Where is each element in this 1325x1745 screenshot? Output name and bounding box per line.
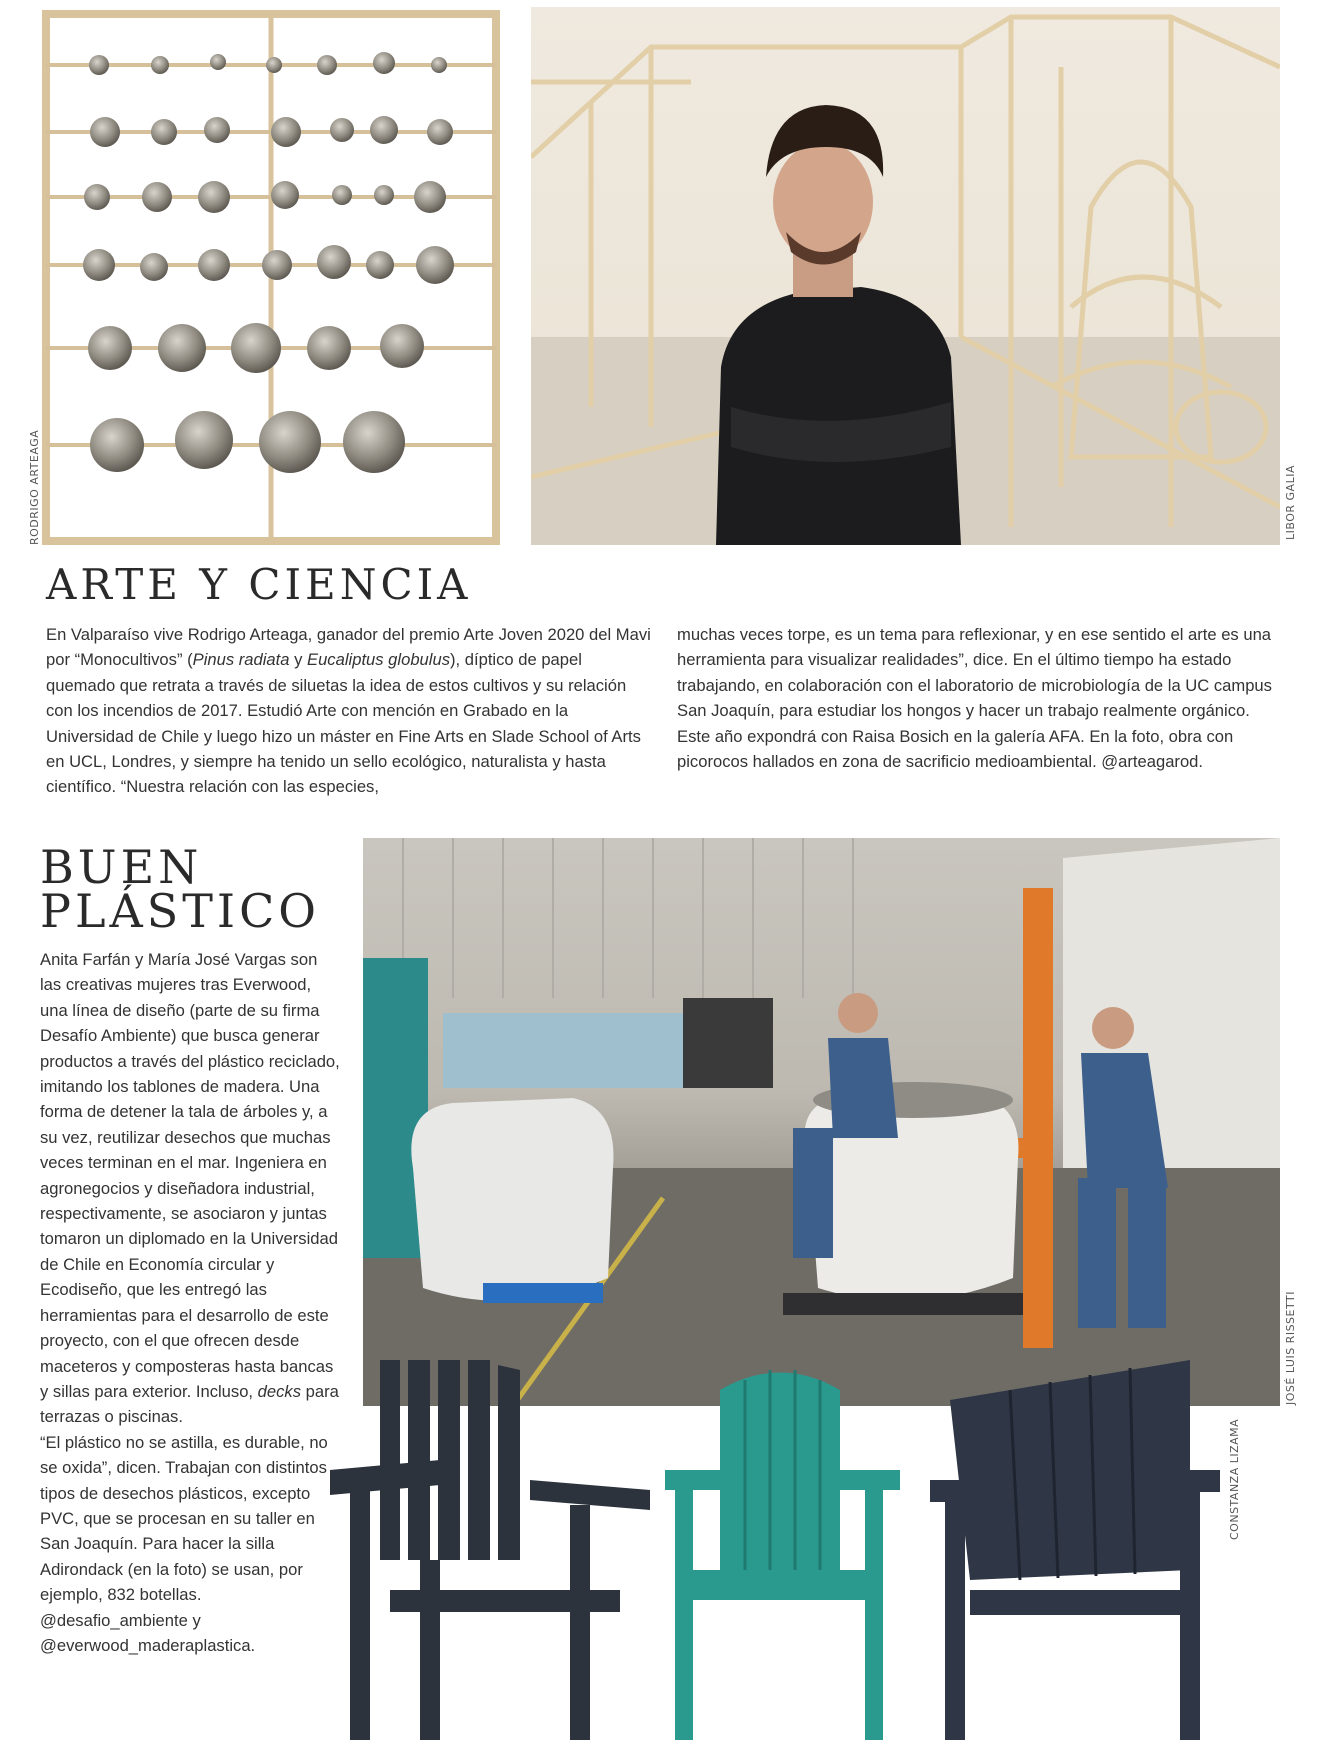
text-run: y bbox=[289, 650, 308, 670]
buen-plastico-column bbox=[40, 947, 340, 1658]
artist-figure bbox=[716, 105, 961, 545]
adirondack-chairs-illustration bbox=[330, 1360, 1230, 1740]
section-title-arte-y-ciencia: ARTE Y CIENCIA bbox=[46, 560, 472, 609]
buen-plastico-paragraph-1 bbox=[40, 947, 340, 1430]
arte-ciencia-column-2 bbox=[677, 622, 1280, 774]
barnacle-frame-illustration bbox=[42, 10, 500, 545]
photo-credit-constanza: CONSTANZA LIZAMA bbox=[1228, 1418, 1241, 1540]
chair-dark-right bbox=[930, 1360, 1220, 1740]
adirondack-chairs-photo bbox=[330, 1360, 1230, 1740]
photo-credit-jose-luis: JOSÉ LUIS RISSETTI bbox=[1284, 1291, 1297, 1405]
section-title-buen-plastico bbox=[40, 840, 320, 938]
barnacle-frame-photo bbox=[42, 10, 500, 545]
chair-dark-left bbox=[330, 1360, 650, 1740]
arte-ciencia-paragraph-1 bbox=[46, 622, 651, 800]
artist-portrait-illustration bbox=[531, 7, 1280, 545]
italic-species-2: Eucaliptus globulus bbox=[307, 650, 450, 670]
text-run: para terrazas o piscinas. bbox=[40, 1381, 339, 1427]
workshop-illustration bbox=[363, 838, 1280, 1406]
text-run: Anita Farfán y María José Vargas son las creativas mujeres tras Everwood, una línea de diseño (parte de su firma Desafío Ambiente) que busca generar productos a través del plástico reciclado, imitando los tablones de madera. Una forma de detener la tala de árboles y, a su vez, reutilizar desechos que muchas veces terminan en el mar. Ingeniera en agronegocios y diseñadora industrial, respectivamente, se asociaron y juntas tomaron un diplomado en la Universidad de Chile en Economía circular y Ecodiseño, que les entregó las herramientas para el desarrollo de este proyecto, con el que ofrecen desde maceteros y composteras hasta bancas y sillas para exterior. Incluso, bbox=[40, 950, 340, 1401]
title-line-2: PLÁSTICO bbox=[40, 884, 320, 938]
photo-credit-rodrigo: RODRIGO ARTEAGA bbox=[28, 429, 41, 545]
arte-ciencia-paragraph-2: muchas veces torpe, es un tema para reflexionar, y en ese sentido el arte es una herramienta para visualizar realidades”, dice. En el último tiempo ha estado trabajando, en colaboración con el laboratorio de microbiología de la UC campus San Joaquín, para estudiar los hongos y hacer un trabajo realmente orgánico. Este año expondrá con Raisa Bosich en la galería AFA. En la foto, obra con picorocos hallados en zona de sacrificio medioambiental. @arteagarod. bbox=[677, 625, 1272, 772]
italic-decks: decks bbox=[257, 1381, 302, 1401]
arte-ciencia-column-1 bbox=[46, 622, 651, 800]
artist-portrait-photo bbox=[531, 7, 1280, 545]
text-run: En Valparaíso vive Rodrigo Arteaga, ganador del premio Arte Joven 2020 del Mavi por “Monocultivos” ( bbox=[46, 625, 651, 670]
italic-species-1: Pinus radiata bbox=[192, 650, 290, 670]
workshop-photo bbox=[363, 838, 1280, 1406]
title-line-1: BUEN bbox=[40, 840, 203, 894]
photo-credit-libor: LIBOR GALIA bbox=[1284, 465, 1297, 540]
chair-teal-middle bbox=[665, 1373, 900, 1741]
text-run: ), díptico de papel quemado que retrata a través de siluetas la idea de estos cultivos y su relación con los incendios de 2017. Estudió Arte con mención en Grabado en la Universidad de Chile y luego hizo un máster en Fine Arts en Slade School of Arts en UCL, Londres, y siempre ha tenido un sello ecológico, naturalista y hasta científico. “Nuestra relación con las especies, bbox=[46, 650, 641, 797]
buen-plastico-paragraph-2: “El plástico no se astilla, es durable, no se oxida”, dicen. Trabajan con distintos tipos de desechos plásticos, excepto PVC, que se procesan en su taller en San Joaquín. Para hacer la silla Adirondack (en la foto) se usan, por ejemplo, 832 botellas. @desafio_ambiente y @everwood_maderaplastica. bbox=[40, 1432, 328, 1655]
